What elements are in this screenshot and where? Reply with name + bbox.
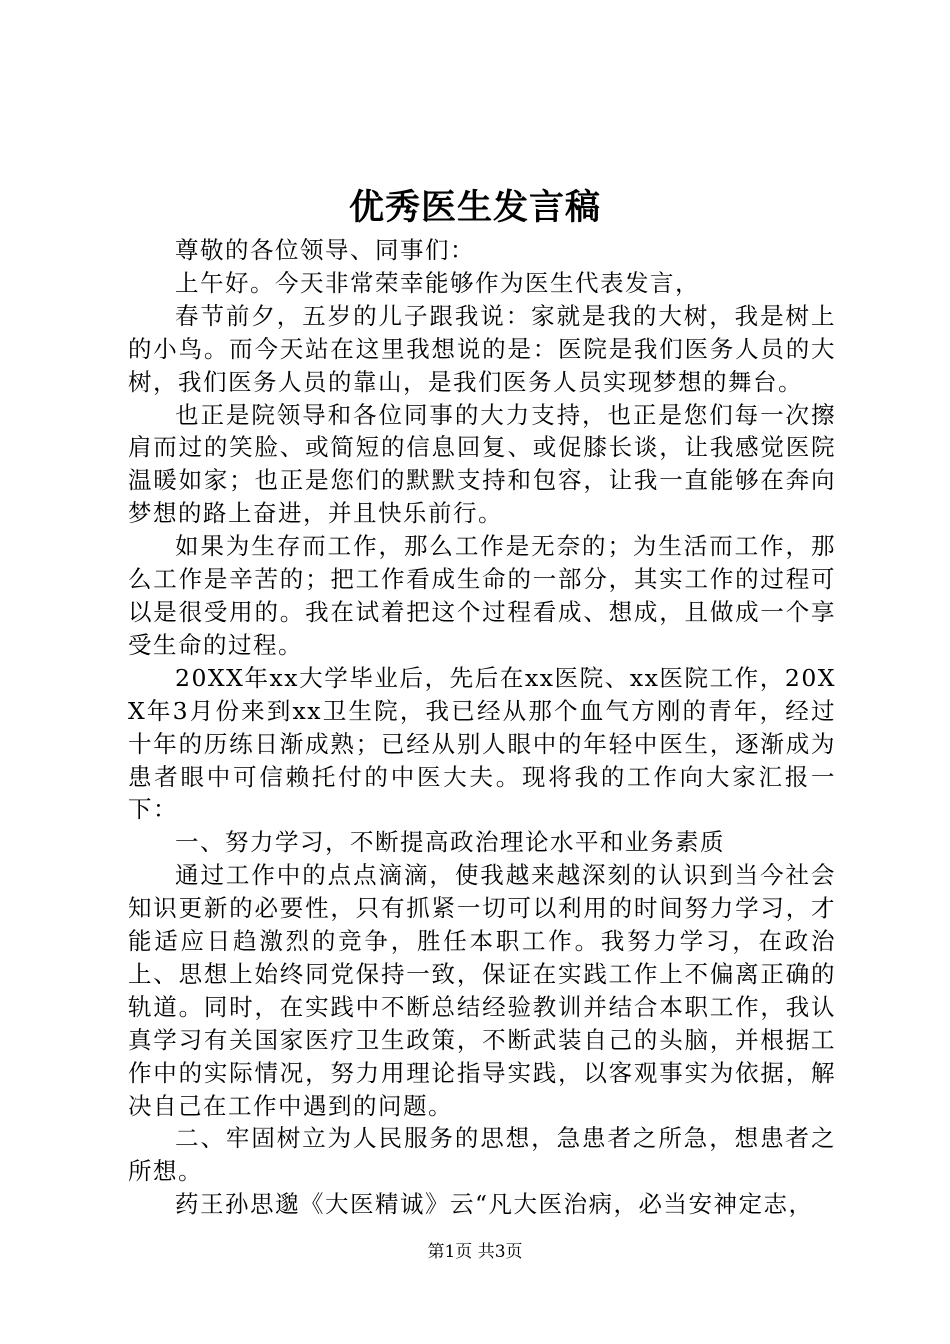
greeting-paragraph: 上午好。今天非常荣幸能够作为医生代表发言， <box>175 268 700 297</box>
body-paragraph: 20XX年xx大学毕业后，先后在xx医院、xx医院工作，20XX年3月份来到xx卫生院，我已经从那个血气方刚的青年，经过十年的历练日渐成熟；已经从别人眼中的年轻中医生，逐渐成为患者眼中可信赖托付的中医大夫。现将我的工作向大家汇报一下： <box>128 663 836 824</box>
body-paragraph: 也正是院领导和各位同事的大力支持，也正是您们每一次擦肩而过的笑脸、或简短的信息回复、或促膝长谈，让我感觉医院温暖如家；也正是您们的默默支持和包容，让我一直能够在奔向梦想的路上奋进，并且快乐前行。 <box>128 400 836 528</box>
page-number-footer: 第1页 共3页 <box>427 1242 523 1262</box>
salutation-paragraph: 尊敬的各位领导、同事们： <box>175 236 475 264</box>
body-paragraph: 如果为生存而工作，那么工作是无奈的；为生活而工作，那么工作是辛苦的；把工作看成生命的一部分，其实工作的过程可以是很受用的。我在试着把这个过程看成、想成，且做成一个享受生命的过程。 <box>128 532 836 659</box>
document-body <box>128 234 836 1221</box>
document-title: 优秀医生发言稿 <box>348 187 601 228</box>
body-paragraph: 药王孙思邈《大医精诚》云“凡大医治病，必当安神定志， <box>175 1190 814 1219</box>
body-paragraph: 通过工作中的点点滴滴，使我越来越深刻的认识到当今社会知识更新的必要性，只有抓紧一切可以利用的时间努力学习，才能适应日趋激烈的竞争，胜任本职工作。我努力学习，在政治上、思想上始终同党保持一致，保证在实践工作上不偏离正确的轨道。同时，在实践中不断总结经验教训并结合本职工作，我认真学习有关国家医疗卫生政策，不断武装自己的头脑，并根据工作中的实际情况，努力用理论指导实践，以客观事实为依据，解决自己在工作中遇到的问题。 <box>128 861 836 1120</box>
section-heading-1: 一、努力学习，不断提高政治理论水平和业务素质 <box>175 828 725 857</box>
body-paragraph: 春节前夕，五岁的儿子跟我说：家就是我的大树，我是树上的小鸟。而今天站在这里我想说的是：医院是我们医务人员的大树，我们医务人员的靠山，是我们医务人员实现梦想的舞台。 <box>128 301 836 396</box>
section-heading-2: 二、牢固树立为人民服务的思想，急患者之所急，想患者之所想。 <box>128 1124 836 1186</box>
